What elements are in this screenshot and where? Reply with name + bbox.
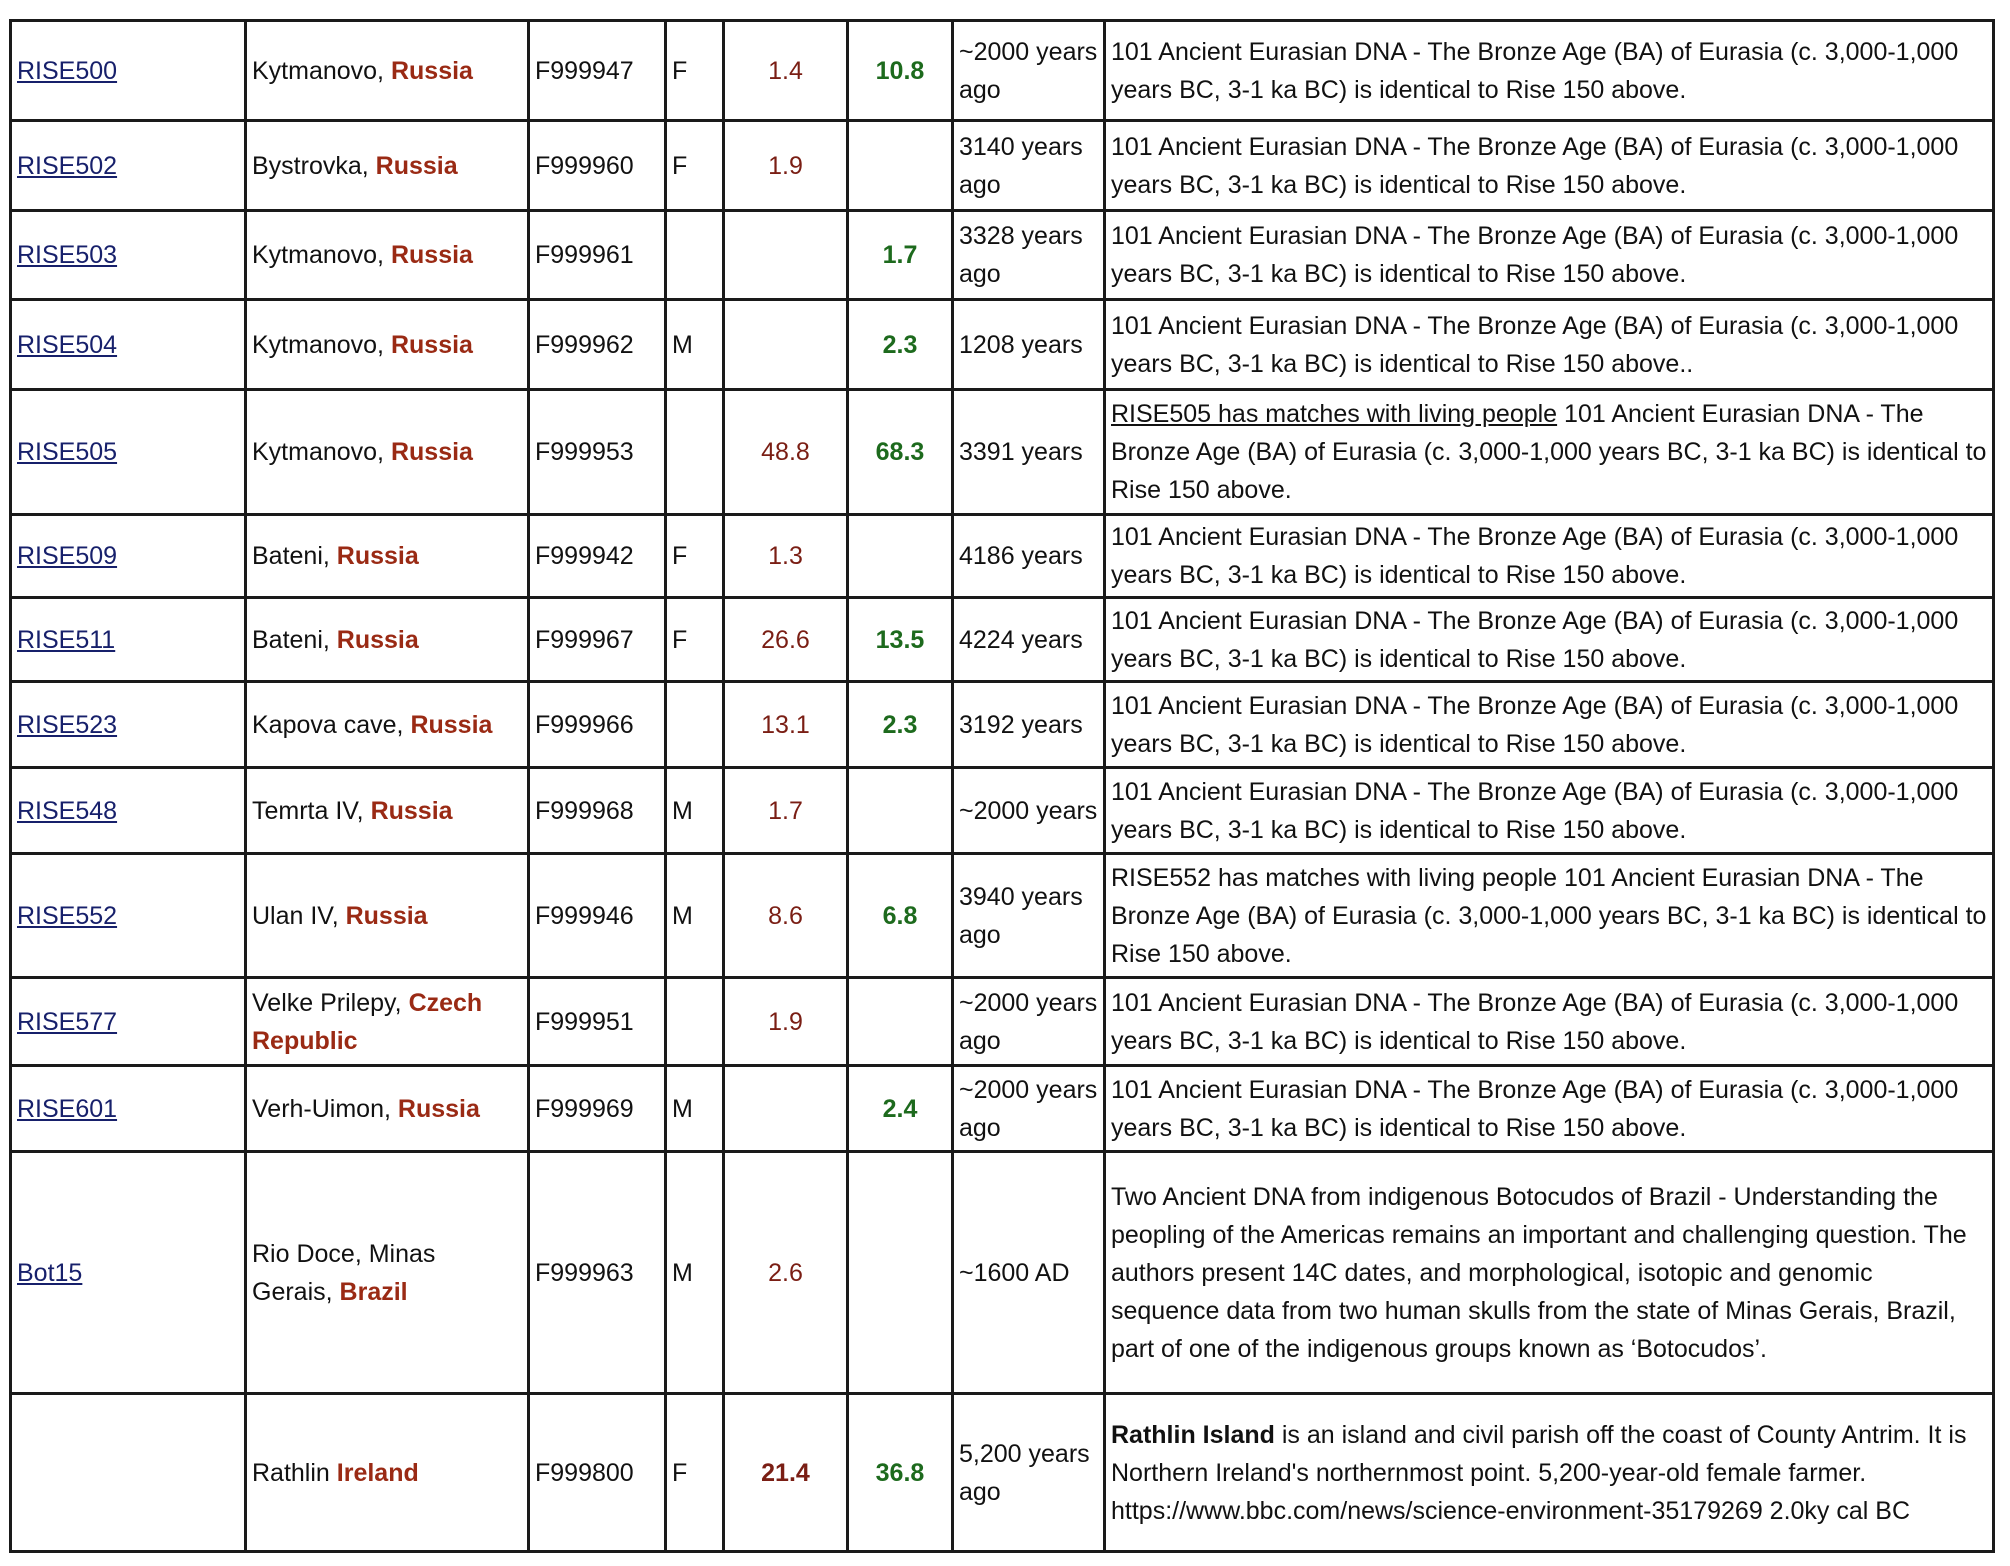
sex-cell: M [666, 1066, 724, 1152]
sample-id-cell [11, 854, 246, 978]
site-name: Kytmanovo, [252, 241, 385, 269]
kit-number: F999942 [529, 515, 666, 598]
description-cell: 101 Ancient Eurasian DNA - The Bronze Age (BA) of Eurasia (c. 3,000-1,000 years BC, 3-1 ka BC) is identical to Rise 150 above. [1105, 978, 1994, 1066]
total-cm-value: 1.9 [724, 978, 848, 1066]
kit-number: F999951 [529, 978, 666, 1066]
sample-id-link[interactable]: RISE502 [17, 151, 118, 180]
site-name: Kapova cave, [252, 710, 404, 739]
location-cell [246, 854, 529, 978]
description-text: 101 Ancient Eurasian DNA - The Bronze Age (BA) of Eurasia (c. 3,000-1,000 years BC, 3-1 ka BC) is identical to Rise 150 above. [1111, 400, 1987, 504]
age-cell: 3192 years [953, 682, 1105, 768]
largest-segment-value: 13.5 [848, 598, 953, 682]
sex-cell [666, 682, 724, 768]
ancient-dna-table [9, 19, 1995, 1553]
sample-id-cell [11, 682, 246, 768]
age-cell: 3940 years ago [953, 854, 1105, 978]
site-name: Kytmanovo, [252, 438, 385, 466]
sex-cell [666, 211, 724, 300]
site-name: Ulan IV, [252, 901, 339, 930]
sex-cell: M [666, 1152, 724, 1394]
sex-cell [666, 390, 724, 515]
country-name: Ireland [336, 1458, 419, 1487]
country-name: Russia [390, 330, 473, 359]
description-cell: 101 Ancient Eurasian DNA - The Bronze Age (BA) of Eurasia (c. 3,000-1,000 years BC, 3-1 ka BC) is identical to Rise 150 above. [1105, 515, 1994, 598]
sample-id-cell [11, 300, 246, 390]
sex-cell: F [666, 1394, 724, 1552]
sample-id-cell [11, 21, 246, 121]
sample-id-link[interactable]: RISE511 [17, 625, 116, 654]
kit-number: F999962 [529, 300, 666, 390]
location-cell [246, 390, 529, 515]
largest-segment-value [848, 515, 953, 598]
description-cell: 101 Ancient Eurasian DNA - The Bronze Age (BA) of Eurasia (c. 3,000-1,000 years BC, 3-1 ka BC) is identical to Rise 150 above. [1105, 121, 1994, 211]
site-name: Bystrovka, [252, 151, 369, 180]
location-cell [246, 978, 529, 1066]
table-row [11, 1152, 1994, 1394]
largest-segment-value: 6.8 [848, 854, 953, 978]
country-name: Czech Republic [252, 988, 483, 1055]
age-cell: ~2000 years ago [953, 978, 1105, 1066]
kit-number: F999969 [529, 1066, 666, 1152]
sample-id-link[interactable]: RISE504 [17, 330, 118, 359]
kit-number: F999961 [529, 211, 666, 300]
age-cell: ~2000 years [953, 768, 1105, 854]
total-cm-value: 1.3 [724, 515, 848, 598]
sample-id-link[interactable]: RISE601 [17, 1094, 118, 1123]
description-cell: RISE552 has matches with living people 101 Ancient Eurasian DNA - The Bronze Age (BA) of Eurasia (c. 3,000-1,000 years BC, 3-1 ka BC) is identical to Rise 150 above. [1105, 854, 1994, 978]
sample-id-cell [11, 1066, 246, 1152]
description-cell: 101 Ancient Eurasian DNA - The Bronze Age (BA) of Eurasia (c. 3,000-1,000 years BC, 3-1 ka BC) is identical to Rise 150 above. [1105, 1066, 1994, 1152]
country-name: Russia [390, 438, 473, 466]
location-cell [246, 1066, 529, 1152]
sample-id-cell [11, 1394, 246, 1552]
total-cm-value: 1.4 [724, 21, 848, 121]
sample-id-cell [11, 515, 246, 598]
location-cell [246, 682, 529, 768]
location-cell [246, 1152, 529, 1394]
kit-number: F999963 [529, 1152, 666, 1394]
description-cell: 101 Ancient Eurasian DNA - The Bronze Age (BA) of Eurasia (c. 3,000-1,000 years BC, 3-1 ka BC) is identical to Rise 150 above. [1105, 682, 1994, 768]
dna-match-sheet [9, 19, 1995, 1553]
age-cell: 3328 years ago [953, 211, 1105, 300]
largest-segment-value: 1.7 [848, 211, 953, 300]
total-cm-value [724, 1066, 848, 1152]
table-row [11, 211, 1994, 300]
site-name: Bateni, [252, 625, 330, 654]
sample-id-cell [11, 598, 246, 682]
total-cm-value: 26.6 [724, 598, 848, 682]
location-cell [246, 21, 529, 121]
country-name: Russia [336, 542, 419, 570]
total-cm-value: 13.1 [724, 682, 848, 768]
largest-segment-value [848, 978, 953, 1066]
country-name: Russia [410, 710, 493, 739]
sex-cell: M [666, 854, 724, 978]
largest-segment-value: 68.3 [848, 390, 953, 515]
country-name: Russia [397, 1094, 480, 1123]
sample-id-link[interactable]: RISE500 [17, 56, 118, 85]
table-row [11, 768, 1994, 854]
country-name: Russia [390, 56, 473, 85]
location-cell [246, 300, 529, 390]
sample-id-cell [11, 978, 246, 1066]
total-cm-value: 48.8 [724, 390, 848, 515]
location-cell [246, 515, 529, 598]
table-row [11, 1394, 1994, 1552]
location-cell [246, 768, 529, 854]
age-cell: 5,200 years ago [953, 1394, 1105, 1552]
kit-number: F999946 [529, 854, 666, 978]
largest-segment-value: 2.3 [848, 300, 953, 390]
largest-segment-value: 36.8 [848, 1394, 953, 1552]
table-row [11, 854, 1994, 978]
island-name: Rathlin Island [1111, 1420, 1275, 1449]
table-row [11, 978, 1994, 1066]
site-name: Temrta IV, [252, 796, 364, 825]
total-cm-value: 21.4 [724, 1394, 848, 1552]
location-cell [246, 1394, 529, 1552]
sample-id-link[interactable]: Bot15 [17, 1258, 83, 1287]
largest-segment-value [848, 121, 953, 211]
sex-cell: F [666, 121, 724, 211]
age-cell: ~1600 AD [953, 1152, 1105, 1394]
age-cell: 3140 years ago [953, 121, 1105, 211]
largest-segment-value: 10.8 [848, 21, 953, 121]
total-cm-value: 1.7 [724, 768, 848, 854]
country-name: Russia [390, 241, 473, 269]
living-matches-link[interactable]: RISE505 has matches with living people [1111, 400, 1558, 428]
table-row [11, 21, 1994, 121]
kit-number: F999800 [529, 1394, 666, 1552]
site-name: Kytmanovo, [252, 330, 385, 359]
description-cell: 101 Ancient Eurasian DNA - The Bronze Age (BA) of Eurasia (c. 3,000-1,000 years BC, 3-1 ka BC) is identical to Rise 150 above. [1105, 768, 1994, 854]
description-cell: 101 Ancient Eurasian DNA - The Bronze Age (BA) of Eurasia (c. 3,000-1,000 years BC, 3-1 ka BC) is identical to Rise 150 above. [1105, 598, 1994, 682]
site-name: Rio Doce, Minas Gerais, [252, 1239, 436, 1306]
country-name: Russia [375, 151, 458, 180]
description-cell: 101 Ancient Eurasian DNA - The Bronze Age (BA) of Eurasia (c. 3,000-1,000 years BC, 3-1 ka BC) is identical to Rise 150 above. [1105, 21, 1994, 121]
kit-number: F999960 [529, 121, 666, 211]
country-name: Russia [345, 901, 428, 930]
description-text: is an island and civil parish off the coast of County Antrim. It is Northern Ireland's northernmost point. 5,200-year-old female farmer. https://www.bbc.com/news/science-environment-35179269 2.0ky cal BC [1111, 1420, 1967, 1525]
age-cell: 3391 years [953, 390, 1105, 515]
description-cell: 101 Ancient Eurasian DNA - The Bronze Age (BA) of Eurasia (c. 3,000-1,000 years BC, 3-1 ka BC) is identical to Rise 150 above. [1105, 211, 1994, 300]
description-cell: 101 Ancient Eurasian DNA - The Bronze Age (BA) of Eurasia (c. 3,000-1,000 years BC, 3-1 ka BC) is identical to Rise 150 above.. [1105, 300, 1994, 390]
table-row [11, 390, 1994, 515]
sex-cell: M [666, 768, 724, 854]
total-cm-value: 8.6 [724, 854, 848, 978]
table-row [11, 515, 1994, 598]
sex-cell [666, 978, 724, 1066]
table-row [11, 1066, 1994, 1152]
description-cell [1105, 1394, 1994, 1552]
table-row [11, 598, 1994, 682]
age-cell: ~2000 years ago [953, 21, 1105, 121]
kit-number: F999953 [529, 390, 666, 515]
kit-number: F999968 [529, 768, 666, 854]
location-cell [246, 211, 529, 300]
country-name: Russia [336, 625, 419, 654]
description-cell: Two Ancient DNA from indigenous Botocudos of Brazil - Understanding the peopling of the Americas remains an important and challenging question. The authors present 14C dates, and morphological, isotopic and genomic sequence data from two human skulls from the state of Minas Gerais, Brazil, part of one of the indigenous groups known as ‘Botocudos’. [1105, 1152, 1994, 1394]
sample-id-link[interactable]: RISE523 [17, 710, 118, 739]
table-body [11, 21, 1994, 1552]
age-cell: 1208 years [953, 300, 1105, 390]
site-name: Kytmanovo, [252, 56, 385, 85]
age-cell: ~2000 years ago [953, 1066, 1105, 1152]
total-cm-value [724, 211, 848, 300]
sex-cell: F [666, 515, 724, 598]
location-cell [246, 121, 529, 211]
sex-cell: M [666, 300, 724, 390]
kit-number: F999947 [529, 21, 666, 121]
table-row [11, 682, 1994, 768]
largest-segment-value [848, 768, 953, 854]
description-cell [1105, 390, 1994, 515]
sex-cell: F [666, 21, 724, 121]
location-cell [246, 598, 529, 682]
sample-id-cell [11, 390, 246, 515]
kit-number: F999966 [529, 682, 666, 768]
sample-id-cell [11, 768, 246, 854]
sample-id-link[interactable]: RISE503 [17, 241, 118, 269]
sample-id-link[interactable]: RISE577 [17, 1007, 118, 1036]
largest-segment-value: 2.4 [848, 1066, 953, 1152]
sample-id-link[interactable]: RISE548 [17, 796, 118, 825]
country-name: Russia [370, 796, 453, 825]
sample-id-cell [11, 1152, 246, 1394]
sample-id-link[interactable]: RISE509 [17, 542, 118, 570]
table-row [11, 300, 1994, 390]
age-cell: 4186 years [953, 515, 1105, 598]
table-row [11, 121, 1994, 211]
sample-id-cell [11, 211, 246, 300]
total-cm-value: 1.9 [724, 121, 848, 211]
site-name: Rathlin [252, 1458, 330, 1487]
country-name: Brazil [339, 1277, 408, 1306]
sample-id-link[interactable]: RISE505 [17, 438, 118, 466]
kit-number: F999967 [529, 598, 666, 682]
age-cell: 4224 years [953, 598, 1105, 682]
total-cm-value: 2.6 [724, 1152, 848, 1394]
site-name: Velke Prilepy, [252, 988, 402, 1017]
sex-cell: F [666, 598, 724, 682]
largest-segment-value: 2.3 [848, 682, 953, 768]
site-name: Verh-Uimon, [252, 1094, 391, 1123]
sample-id-cell [11, 121, 246, 211]
largest-segment-value [848, 1152, 953, 1394]
sample-id-link[interactable]: RISE552 [17, 901, 118, 930]
site-name: Bateni, [252, 542, 330, 570]
total-cm-value [724, 300, 848, 390]
